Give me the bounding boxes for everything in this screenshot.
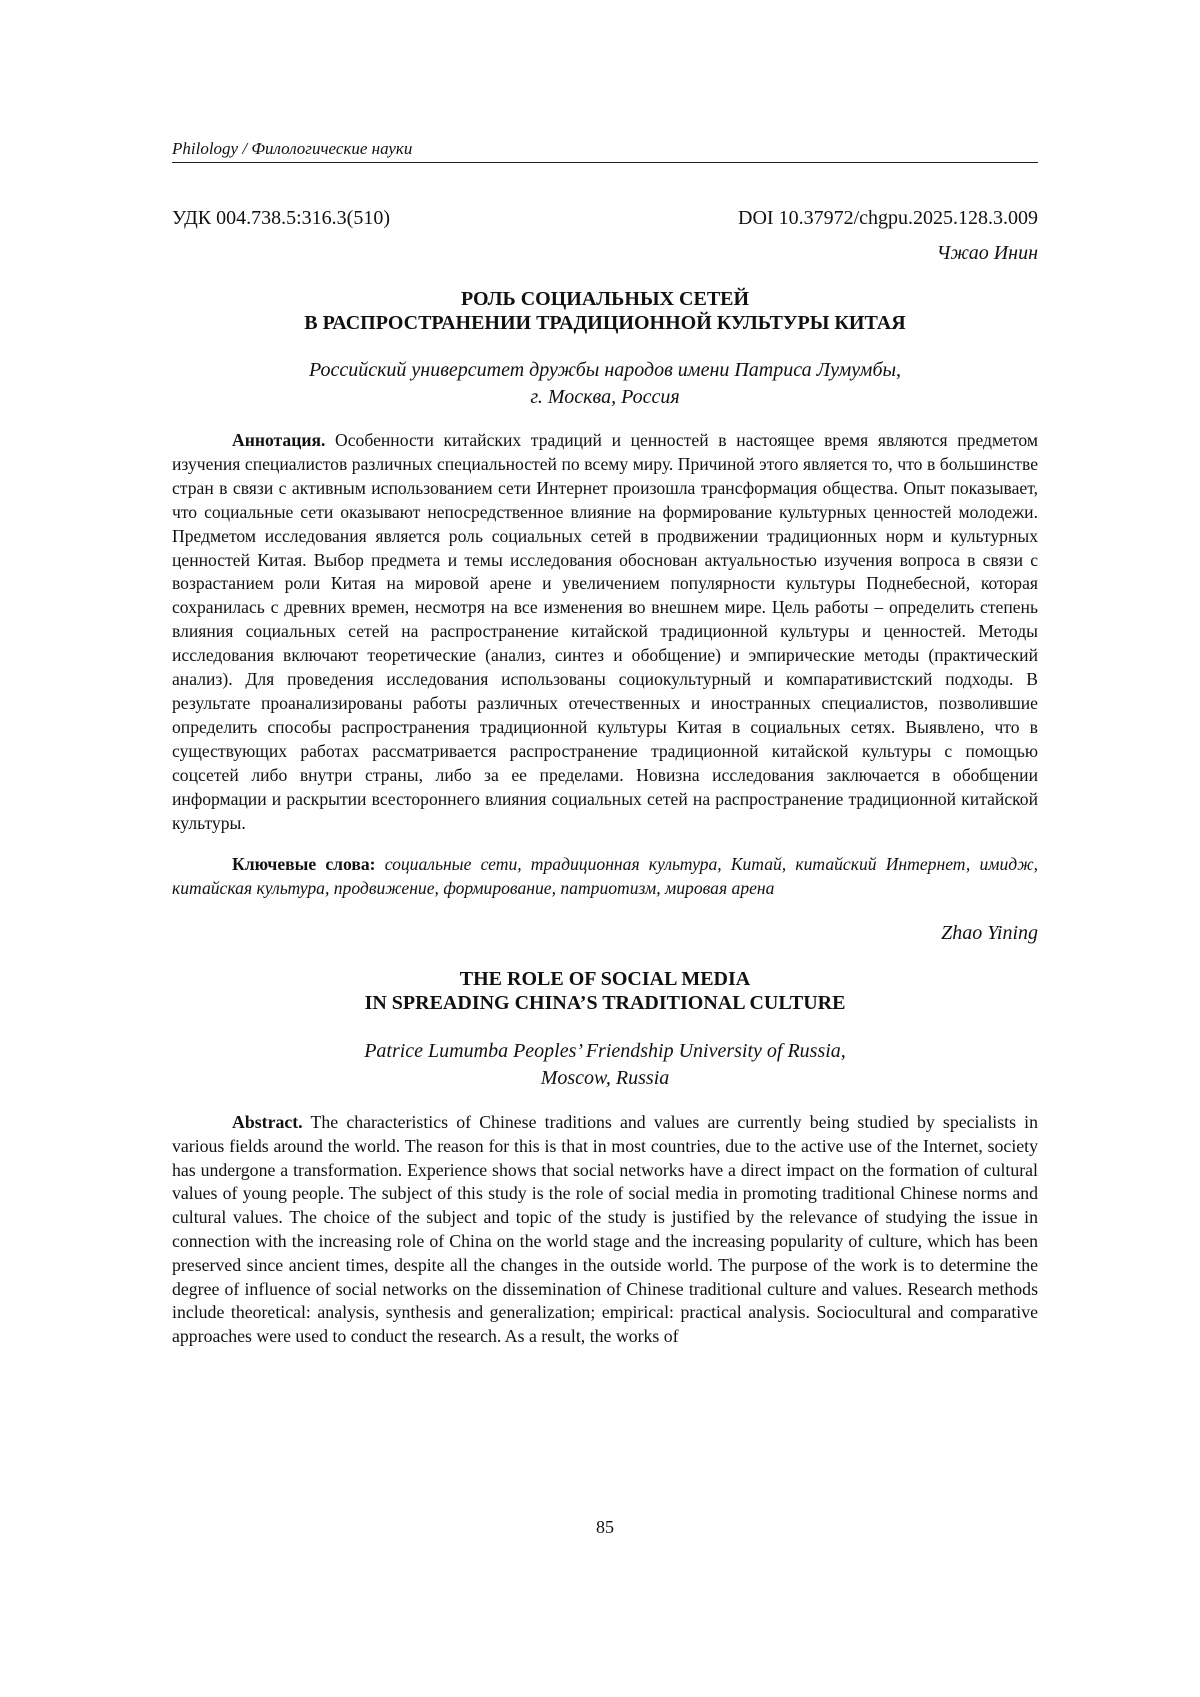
abstract-en-text: The characteristics of Chinese traditions and values are currently being studied by specialists in various fields around the world. The reason for this is that in most countries, due to the active use of the Internet, society has undergone a transformation. Experience shows that social networks have a direct impact on the formation of cultural values of young people. The subject of this study is the role of social media in promoting traditional Chinese norms and cultural values. The choice of the subject and topic of the study is justified by the relevance of studying the issue in connection with the increasing role of China on the world stage and the increasing popularity of culture, which has been preserved since ancient times, despite all the changes in the outside world. The purpose of the work is to determine the degree of influence of social networks on the dissemination of Chinese traditional culture and values. Research methods include theoretical: analysis, synthesis and generalization; empirical: practical analysis. Sociocultural and comparative approaches were used to conduct the research. As a result, the works of [172,1112,1039,1347]
affiliation-ru-line1: Российский университет дружбы народов имени Патриса Лумумбы, [308,359,902,381]
abstract-ru-text: Особенности китайских традиций и ценностей в настоящее время являются предметом изучения специалистов различных специальностей по всему миру. Причиной этого является то, что в большинстве стран в связи с активным использованием сети Интернет произошла трансформация общества. Опыт показывает, что социальные сети оказывают непосредственное влияние на формирование культурных ценностей молодежи. Предметом исследования является роль социальных сетей в продвижении традиционных норм и культурных ценностей Китая. Выбор предмета и темы исследования обоснован актуальностью изучения вопроса в связи с возрастанием роли Китая на мировой арене и увеличением популярности культуры Поднебесной, которая сохранилась с древних времен, несмотря на все изменения во внешнем мире. Цель работы – определить степень влияния социальных сетей на распространение китайской традиционной культуры и ценностей. Методы исследования включают теоретические (анализ, синтез и обобщение) и эмпирические методы (практический анализ). Для проведения исследования использованы социокультурный и компаративистский подходы. В результате проанализированы работы различных отечественных и иностранных специалистов, позволившие определить способы распространения традиционной культуры Китая в социальных сетях. Выявлено, что в существующих работах рассматривается распространение традиционной китайской культуры с помощью соцсетей либо внутри страны, либо за ее пределами. Новизна исследования заключается в обобщении информации и раскрытии всестороннего влияния социальных сетей на распространение традиционной китайской культуры. [172,430,1039,833]
affiliation-en [172,1038,1038,1092]
udc-code: УДК 004.738.5:316.3(510) [172,207,390,229]
page [172,0,1038,1697]
meta-row [172,206,1038,230]
keywords-ru-text: социальные сети, традиционная культура, Китай, китайский Интернет, имидж, китайская культура, продвижение, формирование, патриотизм, мировая арена [172,854,1038,898]
abstract-ru [172,429,1038,835]
affiliation-en-line1: Patrice Lumumba Peoples’ Friendship University of Russia, [364,1040,846,1062]
title-en-line2: IN SPREADING CHINA’S TRADITIONAL CULTURE [364,992,846,1014]
abstract-ru-label: Аннотация. [232,430,326,450]
running-header: Philology / Филологические науки [172,139,1038,163]
title-en-line1: THE ROLE OF SOCIAL MEDIA [459,968,751,990]
keywords-ru [172,853,1038,901]
keywords-ru-label: Ключевые слова: [232,854,376,874]
affiliation-en-line2: Moscow, Russia [540,1067,670,1089]
affiliation-ru-line2: г. Москва, Россия [530,386,680,408]
abstract-en [172,1111,1038,1349]
title-ru-line1: РОЛЬ СОЦИАЛЬНЫХ СЕТЕЙ [460,288,750,310]
affiliation-ru [172,357,1038,411]
page-number: 85 [596,1517,614,1537]
author-en: Zhao Yining [941,922,1038,944]
abstract-en-label: Abstract. [232,1112,303,1132]
title-ru-line2: В РАСПРОСТРАНЕНИИ ТРАДИЦИОННОЙ КУЛЬТУРЫ КИТАЯ [304,312,906,334]
author-ru: Чжао Инин [936,242,1038,264]
doi: DOI 10.37972/chgpu.2025.128.3.009 [738,207,1038,229]
title-ru [172,287,1038,335]
title-en [172,967,1038,1015]
